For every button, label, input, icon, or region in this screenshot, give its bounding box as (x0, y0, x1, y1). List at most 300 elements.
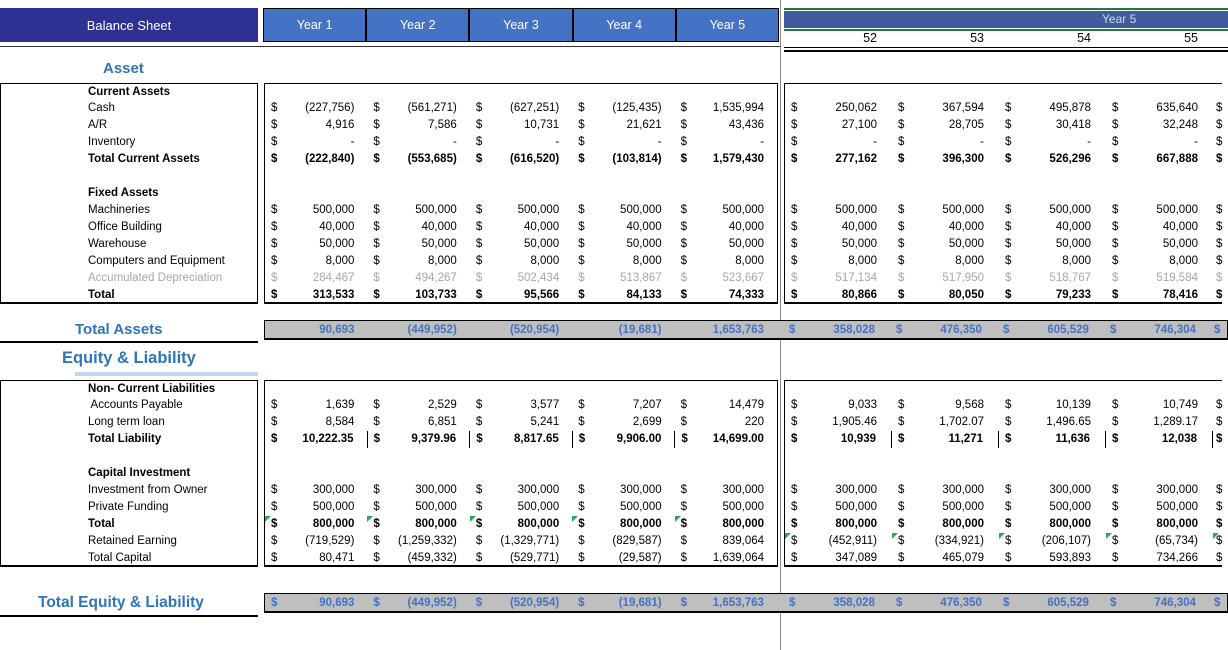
value-cell[interactable]: $ 10,749 (1112, 399, 1198, 411)
value-cell[interactable]: $ 1,496.65 (1005, 416, 1091, 428)
value-cell[interactable]: $ 635,640 (1112, 102, 1198, 114)
value-cell[interactable]: $ 50,000 (271, 238, 355, 250)
value-cell[interactable]: $ 50,000 (1112, 238, 1198, 250)
row-label[interactable]: Investment from Owner (0, 482, 258, 499)
value-cell[interactable]: $ 500,000 (791, 501, 877, 513)
row-label[interactable]: Long term loan (0, 414, 258, 431)
value-cell[interactable]: $ 1,579,430 (680, 153, 765, 165)
value-cell[interactable]: $ 500,000 (1005, 204, 1091, 216)
value-cell[interactable]: $ 50,000 (578, 238, 662, 250)
value-cell[interactable]: $ (829,587) (578, 535, 662, 547)
value-cell[interactable]: $ 519,584 (1112, 272, 1198, 284)
weeks-region (784, 533, 1222, 550)
value-cell[interactable]: $ (1216, 153, 1223, 165)
years-region (264, 219, 778, 236)
value-cell[interactable]: $ 734,266 (1112, 552, 1198, 564)
value-cell[interactable]: $ (334,921) (892, 533, 999, 550)
value-cell[interactable]: $ 30,418 (1005, 119, 1091, 131)
value-cell[interactable]: $ 500,000 (271, 204, 355, 216)
value-cell[interactable]: $ (1216, 416, 1223, 428)
value-cell[interactable]: $ 495,878 (1005, 102, 1091, 114)
value-cell[interactable]: $ 8,817.65 (470, 431, 573, 448)
week-header (784, 8, 1228, 52)
value-cell[interactable]: $ 10,139 (1005, 399, 1091, 411)
value-cell[interactable]: $ 7,207 (578, 399, 662, 411)
value-cell[interactable]: $ 40,000 (1005, 221, 1091, 233)
value-cell[interactable]: $ 4,916 (271, 119, 355, 131)
table-row (0, 236, 1222, 253)
year-header-button-1[interactable]: Year 1 (263, 8, 366, 42)
value-cell[interactable]: $ 50,000 (680, 238, 765, 250)
value-cell[interactable]: $ 79,233 (1005, 289, 1091, 301)
value-cell[interactable]: $ 40,000 (578, 221, 662, 233)
value-cell[interactable]: $ 8,000 (373, 255, 457, 267)
value-cell[interactable]: $ (19,681) (578, 597, 662, 609)
year-header-button-3[interactable]: Year 3 (469, 8, 572, 42)
value-cell[interactable]: $ 277,162 (791, 153, 877, 165)
value-cell[interactable]: (19,681) (618, 324, 662, 336)
value-cell[interactable]: $ 593,893 (1005, 552, 1091, 564)
table-row (0, 253, 1222, 270)
value-cell[interactable]: $ (561,271) (373, 102, 457, 114)
value-cell[interactable]: $ 476,350 (895, 324, 982, 336)
value-cell[interactable]: $ 10,731 (475, 119, 560, 131)
value-cell[interactable]: $ - (680, 136, 765, 148)
sheet-title: Balance Sheet (0, 8, 258, 42)
years-region (264, 516, 778, 533)
value-cell[interactable]: $ 250,062 (791, 102, 877, 114)
weeks-region (784, 465, 1222, 482)
value-cell[interactable]: $ 500,000 (475, 204, 560, 216)
value-cell[interactable]: $ 40,000 (475, 221, 560, 233)
value-cell[interactable]: $ 800,000 (367, 516, 469, 533)
value-cell[interactable]: $ 78,416 (1112, 289, 1198, 301)
value-cell[interactable]: $ (1213, 597, 1221, 609)
header-divider (0, 46, 780, 47)
total-equity-values[interactable] (264, 593, 1228, 613)
value-cell[interactable]: $ 103,733 (373, 289, 457, 301)
weeks-region (784, 516, 1222, 533)
weeks-region (784, 550, 1222, 567)
table-row (0, 100, 1222, 117)
table-row (0, 482, 1222, 499)
value-cell[interactable]: $ 8,000 (1112, 255, 1198, 267)
years-region (264, 465, 778, 482)
value-cell[interactable]: $ 8,584 (271, 416, 355, 428)
total-assets-band (0, 320, 1228, 340)
value-cell[interactable]: $ 500,000 (680, 501, 765, 513)
value-cell[interactable]: $ (206,107) (999, 533, 1106, 550)
value-cell[interactable]: $ 1,639 (271, 399, 355, 411)
row-label[interactable]: Private Funding (0, 499, 258, 516)
value-cell[interactable]: $ (1216, 119, 1223, 131)
value-cell[interactable]: $ 10,222.35 (265, 431, 368, 448)
weeks-region (784, 100, 1222, 117)
value-cell[interactable]: $ 1,702.07 (898, 416, 984, 428)
value-cell[interactable]: $ 2,699 (578, 416, 662, 428)
value-cell[interactable]: $ 80,471 (271, 552, 355, 564)
value-cell[interactable]: $ 50,000 (475, 238, 560, 250)
value-cell[interactable]: $ 8,000 (791, 255, 877, 267)
value-cell[interactable]: $ 300,000 (578, 484, 662, 496)
value-cell[interactable]: $ 74,333 (680, 289, 765, 301)
row-label[interactable]: Machineries (0, 202, 258, 219)
value-cell[interactable]: $ 50,000 (373, 238, 457, 250)
week-column-header[interactable]: 53 (970, 31, 984, 45)
value-cell[interactable]: $ 300,000 (898, 484, 984, 496)
value-cell[interactable]: $ 8,000 (271, 255, 355, 267)
value-cell[interactable]: $ (65,734) (1106, 533, 1213, 550)
value-cell[interactable]: $ - (578, 136, 662, 148)
value-cell[interactable]: $ 517,950 (898, 272, 984, 284)
value-cell[interactable]: $ 396,300 (898, 153, 984, 165)
value-cell[interactable]: $ 800,000 (265, 516, 367, 533)
value-cell[interactable]: $ (1216, 484, 1223, 496)
value-cell[interactable]: $ 746,304 (1109, 597, 1196, 609)
value-cell[interactable]: $ 50,000 (1005, 238, 1091, 250)
value-cell[interactable]: $ 8,000 (680, 255, 765, 267)
value-cell[interactable]: $ 358,028 (788, 597, 875, 609)
value-cell[interactable]: $ 50,000 (791, 238, 877, 250)
value-cell[interactable]: $ 500,000 (271, 501, 355, 513)
value-cell[interactable]: $ 40,000 (898, 221, 984, 233)
value-cell[interactable]: $ 605,529 (1002, 324, 1089, 336)
row-label[interactable]: Cash (0, 100, 258, 117)
table-row (0, 151, 1222, 168)
weeks-region (784, 287, 1222, 304)
value-cell[interactable]: $ (459,332) (373, 552, 457, 564)
value-cell[interactable]: $ 220 (680, 416, 765, 428)
equity-section-heading: Equity & Liability (62, 349, 196, 367)
value-cell[interactable]: $ 500,000 (373, 204, 457, 216)
value-cell[interactable]: $ 605,529 (1002, 597, 1089, 609)
value-cell[interactable]: $ 300,000 (680, 484, 765, 496)
value-cell[interactable]: $ - (271, 136, 355, 148)
row-label[interactable]: Total Capital (0, 550, 258, 567)
value-cell[interactable]: $ 500,000 (1112, 204, 1198, 216)
value-cell[interactable]: $ (103,814) (578, 153, 662, 165)
row-label[interactable]: Retained Earning (0, 533, 258, 550)
teal-divider-top (784, 8, 1228, 10)
value-cell[interactable]: $ 494,267 (373, 272, 457, 284)
row-label[interactable]: Computers and Equipment (0, 253, 258, 270)
years-region (264, 414, 778, 431)
weeks-region (784, 168, 1222, 185)
value-cell[interactable]: $ 6,851 (373, 416, 457, 428)
value-cell[interactable]: $ 9,379.96 (368, 431, 471, 448)
table-row (0, 134, 1222, 151)
value-cell[interactable]: $ 500,000 (898, 501, 984, 513)
value-cell[interactable]: $ 284,467 (271, 272, 355, 284)
weeks-region (784, 202, 1222, 219)
value-cell[interactable]: $ 300,000 (1112, 484, 1198, 496)
value-cell[interactable]: $ 90,693 (271, 597, 355, 609)
value-cell[interactable]: $ 28,705 (898, 119, 984, 131)
value-cell[interactable]: $ 800,000 (675, 516, 777, 533)
value-cell[interactable]: $ (1216, 204, 1223, 216)
green-triangle-icon (675, 516, 681, 522)
table-row (0, 431, 1222, 448)
years-region (264, 287, 778, 304)
value-cell[interactable]: $ 12,038 (1106, 431, 1213, 448)
value-cell[interactable]: $ 300,000 (475, 484, 560, 496)
value-cell[interactable]: $ 518,767 (1005, 272, 1091, 284)
week-column-header[interactable]: 55 (1184, 31, 1198, 45)
value-cell[interactable]: (520,954) (509, 324, 560, 336)
value-cell[interactable]: $ 502,434 (475, 272, 560, 284)
table-row (0, 550, 1222, 567)
table-row (0, 516, 1222, 533)
value-cell[interactable]: $ 8,000 (475, 255, 560, 267)
table-row (0, 414, 1222, 431)
value-cell[interactable]: $ 1,535,994 (680, 102, 765, 114)
value-cell[interactable]: $ 500,000 (373, 501, 457, 513)
week-column-header[interactable]: 52 (863, 31, 877, 45)
value-cell[interactable]: $ (227,756) (271, 102, 355, 114)
value-cell[interactable]: $ 3,577 (475, 399, 560, 411)
total-assets-values[interactable] (264, 320, 1228, 340)
value-cell[interactable]: $ 358,028 (788, 324, 875, 336)
row-label[interactable]: Non- Current Liabilities (0, 380, 258, 397)
value-cell[interactable]: $ 839,064 (680, 535, 765, 547)
value-cell[interactable]: $ 11,271 (892, 431, 999, 448)
row-label[interactable]: Warehouse (0, 236, 258, 253)
value-cell[interactable]: $ 500,000 (578, 204, 662, 216)
value-cell[interactable]: $ 1,905.46 (791, 416, 877, 428)
weeks-region (784, 117, 1222, 134)
value-cell[interactable]: $ 746,304 (1109, 324, 1196, 336)
table-row (0, 465, 1222, 482)
year-header-button-4[interactable]: Year 4 (573, 8, 676, 42)
value-cell[interactable]: $ 500,000 (680, 204, 765, 216)
value-cell[interactable]: $ 9,906.00 (573, 431, 676, 448)
value-cell[interactable]: $ 300,000 (791, 484, 877, 496)
row-label[interactable]: Accounts Payable (0, 397, 258, 414)
value-cell[interactable]: $ (222,840) (271, 153, 355, 165)
value-cell[interactable]: $ (449,952) (373, 597, 457, 609)
value-cell[interactable]: $ (1216, 255, 1223, 267)
value-cell[interactable]: $ 800,000 (572, 516, 674, 533)
value-cell[interactable]: $ 40,000 (791, 221, 877, 233)
row-label[interactable]: Total (0, 287, 258, 304)
years-region (264, 397, 778, 414)
value-cell[interactable]: $ 14,699.00 (681, 433, 764, 445)
row-label[interactable]: Accumulated Depreciation (0, 270, 258, 287)
value-cell[interactable]: $ 367,594 (898, 102, 984, 114)
value-cell[interactable]: $ 50,000 (898, 238, 984, 250)
row-label[interactable]: Total (0, 516, 258, 533)
row-label[interactable]: Inventory (0, 134, 258, 151)
total-equity-band (0, 593, 1228, 613)
value-cell[interactable]: $ - (791, 136, 877, 148)
value-cell[interactable]: $ (553,685) (373, 153, 457, 165)
value-cell[interactable]: $ 500,000 (1005, 501, 1091, 513)
green-triangle-icon (1106, 533, 1112, 539)
value-cell[interactable]: $ 800,000 (1005, 518, 1091, 530)
table-row (0, 397, 1222, 414)
years-region (264, 380, 778, 397)
value-cell[interactable]: $ 40,000 (680, 221, 765, 233)
value-cell[interactable]: $ 347,089 (791, 552, 877, 564)
total-assets-underline (0, 341, 258, 343)
total-equity-underline (0, 615, 258, 617)
value-cell[interactable]: $ 40,000 (1112, 221, 1198, 233)
value-cell[interactable]: $ 500,000 (578, 501, 662, 513)
value-cell[interactable]: $ (1216, 136, 1223, 148)
value-cell[interactable]: $ 313,533 (271, 289, 355, 301)
row-label[interactable]: Office Building (0, 219, 258, 236)
value-cell[interactable]: $ 11,636 (999, 431, 1106, 448)
value-cell[interactable]: (449,952) (407, 324, 457, 336)
value-cell[interactable]: $ 465,079 (898, 552, 984, 564)
row-label[interactable] (0, 448, 258, 465)
weeks-region (784, 448, 1222, 465)
value-cell[interactable]: $ - (1112, 136, 1198, 148)
value-cell[interactable]: $ 800,000 (470, 516, 572, 533)
value-cell[interactable]: $ - (1005, 136, 1091, 148)
value-cell[interactable]: $ - (373, 136, 457, 148)
green-triangle-icon (785, 533, 791, 539)
value-cell[interactable]: $ 800,000 (791, 518, 877, 530)
value-cell[interactable]: $ 500,000 (475, 501, 560, 513)
value-cell[interactable]: $ (616,520) (475, 153, 560, 165)
value-cell[interactable]: $ 2,529 (373, 399, 457, 411)
green-triangle-icon (1213, 533, 1219, 539)
value-cell[interactable]: $ (1216, 272, 1223, 284)
value-cell[interactable]: $ 95,566 (475, 289, 560, 301)
value-cell[interactable]: $ 513,867 (578, 272, 662, 284)
value-cell[interactable]: $ 40,000 (373, 221, 457, 233)
value-cell[interactable]: $ 84,133 (578, 289, 662, 301)
value-cell[interactable]: 90,693 (319, 324, 355, 336)
value-cell[interactable]: $ - (898, 136, 984, 148)
years-region (264, 83, 778, 100)
value-cell[interactable]: $ 476,350 (895, 597, 982, 609)
value-cell[interactable]: $ 10,939 (785, 431, 892, 448)
table-row (0, 533, 1222, 550)
value-cell[interactable]: $ (520,954) (475, 597, 560, 609)
value-cell[interactable]: $ 7,586 (373, 119, 457, 131)
value-cell[interactable]: $ 14,479 (680, 399, 765, 411)
value-cell[interactable]: $ (1,259,332) (373, 535, 457, 547)
value-cell[interactable]: 1,653,763 (712, 324, 764, 336)
value-cell[interactable]: $ (1216, 552, 1223, 564)
value-cell[interactable]: $ 80,050 (898, 289, 984, 301)
value-cell[interactable]: $ (1216, 289, 1223, 301)
years-region (264, 431, 778, 448)
weeks-region (784, 270, 1222, 287)
table-row (0, 499, 1222, 516)
value-cell[interactable]: $ (719,529) (271, 535, 355, 547)
value-cell[interactable]: $ (1216, 501, 1223, 513)
value-cell[interactable]: $ 1,289.17 (1112, 416, 1198, 428)
value-cell[interactable]: $ 1,653,763 (680, 597, 764, 609)
years-region (264, 236, 778, 253)
value-cell[interactable]: $ (529,771) (475, 552, 560, 564)
table-row (0, 219, 1222, 236)
green-triangle-icon (265, 516, 271, 522)
value-cell[interactable]: $ 40,000 (271, 221, 355, 233)
week-column-header[interactable]: 54 (1077, 31, 1091, 45)
total-equity-label: Total Equity & Liability (38, 594, 204, 611)
value-cell[interactable]: $ 27,100 (791, 119, 877, 131)
value-cell[interactable]: $ 500,000 (898, 204, 984, 216)
row-label[interactable]: Current Assets (0, 83, 258, 100)
value-cell[interactable]: $ (1216, 221, 1223, 233)
value-cell[interactable]: $ (1216, 102, 1223, 114)
value-cell[interactable]: $ (29,587) (578, 552, 662, 564)
value-cell[interactable]: $ (1213, 324, 1221, 336)
weeks-region (784, 431, 1222, 448)
value-cell[interactable]: $ (125,435) (578, 102, 662, 114)
years-region (264, 253, 778, 270)
value-cell[interactable]: $ (1216, 238, 1223, 250)
value-cell[interactable]: $ 800,000 (898, 518, 984, 530)
table-row (0, 83, 1222, 100)
value-cell[interactable]: $ 8,000 (1005, 255, 1091, 267)
years-region (264, 134, 778, 151)
year5-group-band (784, 11, 1228, 28)
value-cell[interactable]: $ 9,033 (791, 399, 877, 411)
value-cell[interactable]: $ 5,241 (475, 416, 560, 428)
value-cell[interactable]: $ (1216, 433, 1223, 445)
value-cell[interactable]: $ 517,134 (791, 272, 877, 284)
row-label[interactable] (0, 168, 258, 185)
row-label[interactable]: Fixed Assets (0, 185, 258, 202)
value-cell[interactable]: $ 667,888 (1112, 153, 1198, 165)
value-cell[interactable]: $ (1,329,771) (475, 535, 560, 547)
value-cell[interactable]: $ (1216, 399, 1223, 411)
weeks-region (784, 499, 1222, 516)
value-cell[interactable]: $ 300,000 (1005, 484, 1091, 496)
value-cell[interactable]: $ (627,251) (475, 102, 560, 114)
row-label[interactable]: Total Liability (0, 431, 258, 448)
value-cell[interactable]: $ 526,296 (1005, 153, 1091, 165)
value-cell[interactable]: $ 500,000 (1112, 501, 1198, 513)
years-region (264, 100, 778, 117)
value-cell[interactable]: $ - (475, 136, 560, 148)
value-cell[interactable]: $ 32,248 (1112, 119, 1198, 131)
green-triangle-icon (470, 516, 476, 522)
row-label[interactable]: A/R (0, 117, 258, 134)
year-header-button-2[interactable]: Year 2 (366, 8, 469, 42)
value-cell[interactable]: $ 800,000 (1112, 518, 1198, 530)
value-cell[interactable]: $ 43,436 (680, 119, 765, 131)
value-cell[interactable]: $ 1,639,064 (680, 552, 765, 564)
value-cell[interactable]: $ 80,866 (791, 289, 877, 301)
table-row (0, 117, 1222, 134)
value-cell[interactable]: $ 21,621 (578, 119, 662, 131)
value-cell[interactable]: $ 523,667 (680, 272, 765, 284)
value-cell[interactable]: $ (1216, 518, 1223, 530)
asset-table (0, 83, 1222, 304)
weeks-region (784, 482, 1222, 499)
value-cell[interactable]: $ 9,568 (898, 399, 984, 411)
value-cell[interactable]: $ (452,911) (785, 533, 892, 550)
value-cell[interactable]: $ (1213, 533, 1222, 550)
weeks-region (784, 134, 1222, 151)
row-label[interactable]: Total Current Assets (0, 151, 258, 168)
years-region (264, 151, 778, 168)
value-cell[interactable]: $ 300,000 (373, 484, 457, 496)
year-header-button-5[interactable]: Year 5 (676, 8, 779, 42)
years-region (264, 185, 778, 202)
value-cell[interactable]: $ 300,000 (271, 484, 355, 496)
value-cell[interactable]: $ 500,000 (791, 204, 877, 216)
row-label[interactable]: Capital Investment (0, 465, 258, 482)
value-cell[interactable]: $ 8,000 (898, 255, 984, 267)
value-cell[interactable]: $ 8,000 (578, 255, 662, 267)
